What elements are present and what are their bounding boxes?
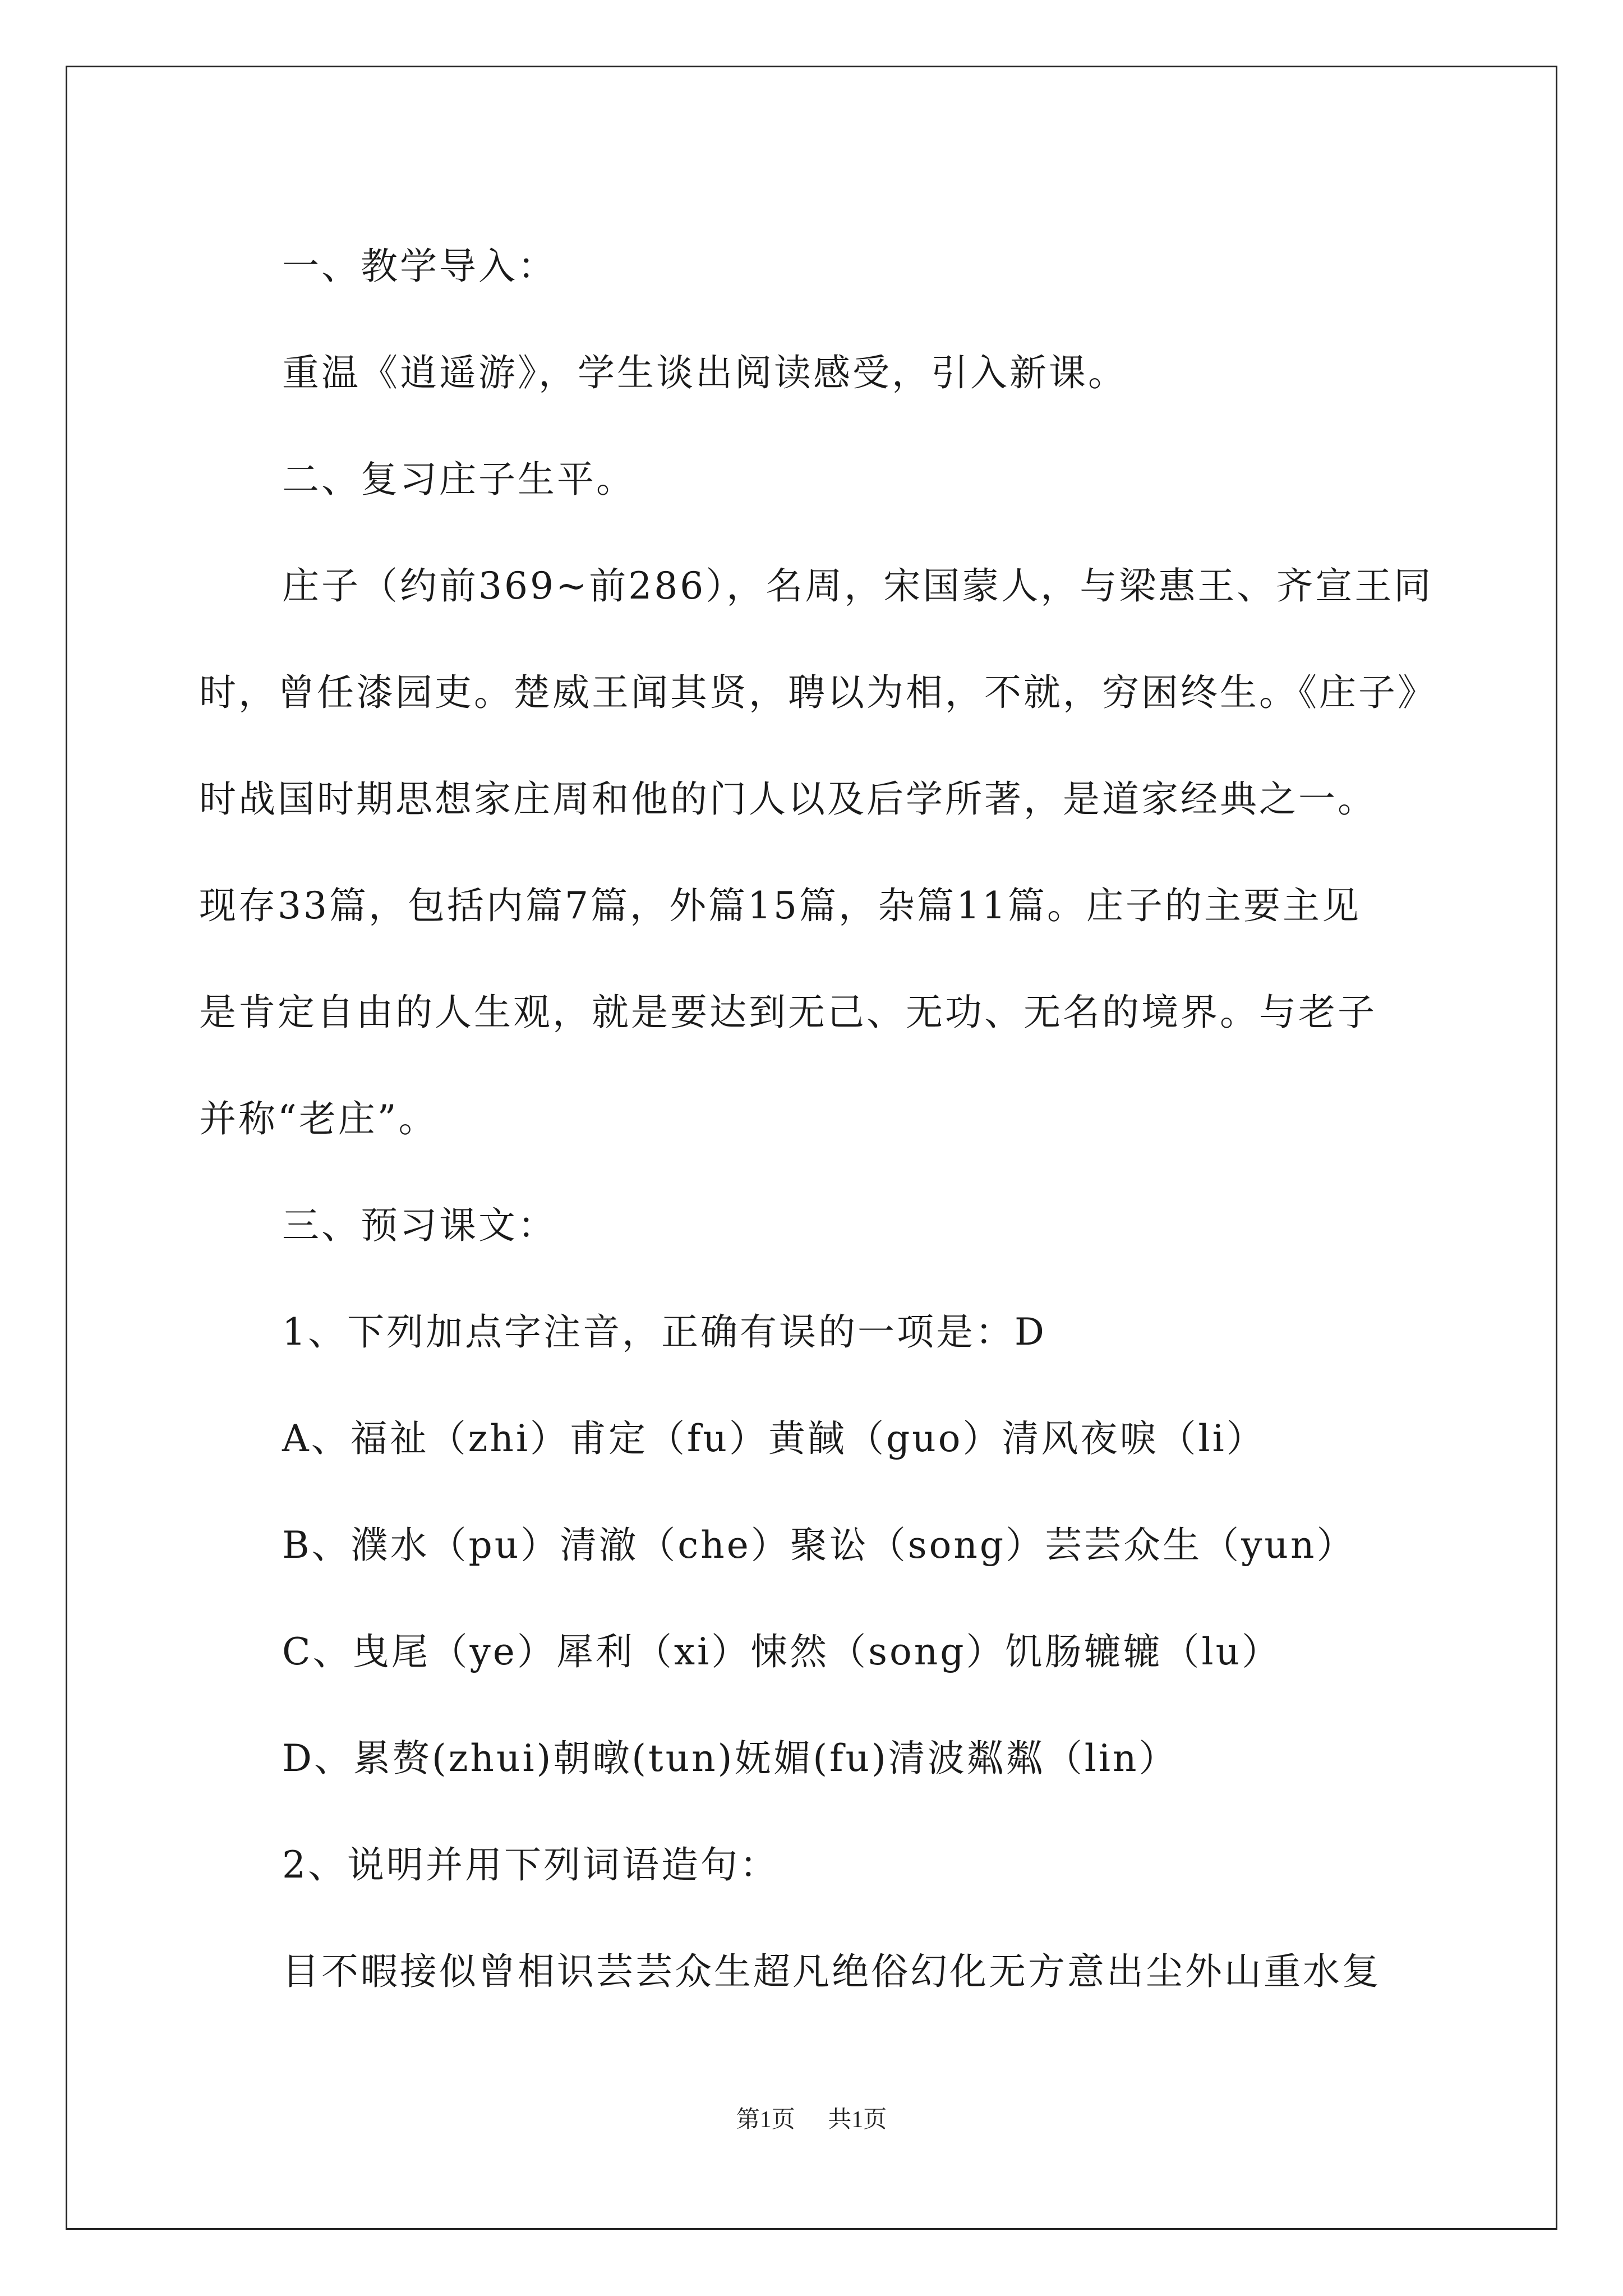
text-line-10: 三、预习课文： [282,1204,557,1247]
text-line-6: 时战国时期思想家庄周和他的门人以及后学所著，是道家经典之一。 [199,777,1377,821]
text-line-4: 庄子（约前369~前286），名周，宋国蒙人，与梁惠王、齐宣王同 [282,564,1433,608]
text-line-1: 一、教学导入： [282,245,557,288]
text-line-9: 并称“老庄”。 [199,1097,438,1140]
document-body [199,213,1437,2025]
text-line-3: 二、复习庄子生平。 [282,458,635,501]
text-line-14: C、曳尾（ye）犀利（xi）悚然（song）饥肠辘辘（lu） [282,1630,1281,1673]
page-number: 第1页 [736,2107,795,2133]
text-line-13: B、濮水（pu）清澈（che）聚讼（song）芸芸众生（yun） [282,1524,1356,1567]
text-line-2: 重温《逍遥游》，学生谈出阅读感受，引入新课。 [282,351,1127,394]
text-line-11: 1、下列加点字注音，正确有误的一项是：D [282,1310,1046,1354]
page-footer [0,2101,1623,2134]
text-line-8: 是肯定自由的人生观，就是要达到无己、无功、无名的境界。与老子 [199,991,1377,1034]
text-line-17: 目不暇接似曾相识芸芸众生超凡绝俗幻化无方意出尘外山重水复 [282,1950,1381,1993]
text-line-15: D、累赘(zhui)朝暾(tun)妩媚(fu)清波粼粼（lin） [282,1737,1178,1780]
text-line-7: 现存33篇，包括内篇7篇，外篇15篇，杂篇11篇。庄子的主要主见 [199,884,1361,927]
text-line-16: 2、说明并用下列词语造句： [282,1843,779,1887]
page-total: 共1页 [828,2107,887,2133]
text-line-12: A、福祉（zhi）甫定（fu）黄馘（guo）清风夜唳（li） [282,1417,1266,1460]
text-line-5: 时，曾任漆园吏。楚威王闻其贤，聘以为相，不就，穷困终生。《庄子》 [199,671,1437,714]
